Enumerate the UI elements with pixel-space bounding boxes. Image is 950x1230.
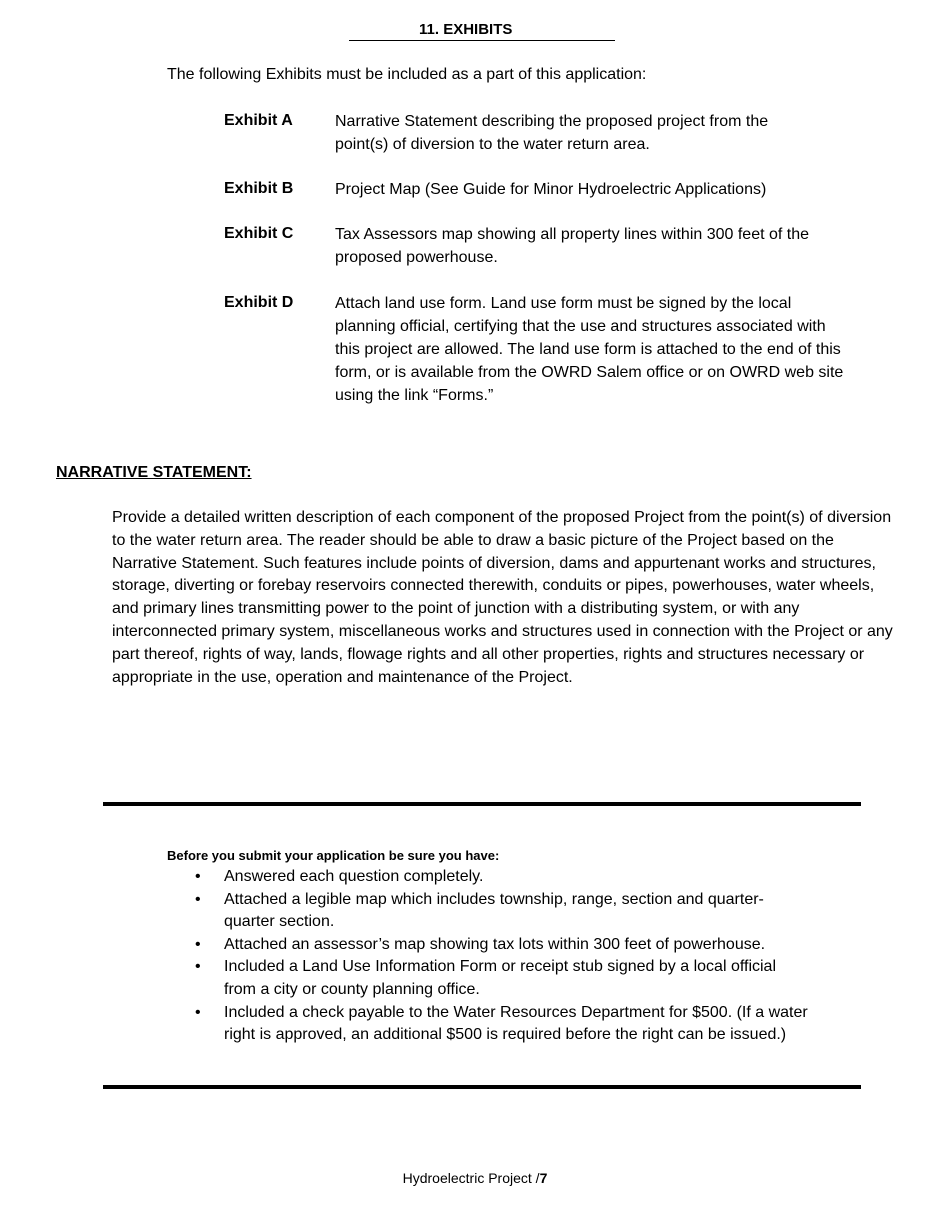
checklist-item-text: Attached an assessor’s map showing tax lots within 300 feet of powerhouse. xyxy=(224,935,766,953)
page-footer xyxy=(0,1168,950,1188)
checklist xyxy=(195,866,875,1047)
checklist-item xyxy=(195,866,875,889)
bullet-icon: • xyxy=(195,958,201,976)
exhibit-b-description: Project Map (See Guide for Minor Hydroelectric Applications) xyxy=(335,181,767,198)
bottom-divider xyxy=(103,1085,861,1089)
exhibit-c-label: Exhibit C xyxy=(224,225,294,242)
footer-label: Hydroelectric Project / xyxy=(402,1170,540,1186)
checklist-item xyxy=(195,956,875,1001)
section-heading-text: 11. EXHIBITS xyxy=(419,21,513,38)
exhibit-d-description: Attach land use form. Land use form must be signed by the local planning official, certifying that the use and structures associated with this project are allowed. The land use form is attached to the end of this form, or is available from the OWRD Salem office or on OWRD web site using the link “Forms.” xyxy=(335,295,844,404)
page-number: 7 xyxy=(539,1170,548,1186)
checklist-title: Before you submit your application be sure you have: xyxy=(167,848,500,863)
top-divider xyxy=(103,802,861,806)
checklist-item xyxy=(195,889,875,934)
bullet-icon: • xyxy=(195,935,201,953)
narrative-body: Provide a detailed written description of each component of the proposed Project from the point(s) of diversion to the water return area. The reader should be able to draw a basic picture of the Project based on the Narrative Statement. Such features include points of diversion, dams and appurtenant works and structures, storage, diverting or forebay reservoirs connected therewith, conduits or pipes, powerhouses, water wheels, and primary lines transmitting power to the point of junction with a distributing system, or with any interconnected primary system, miscellaneous works and structures used in connection with the Project or any part thereof, rights of way, lands, flowage rights and all other properties, rights and structures necessary or appropriate in the use, operation and maintenance of the Project. xyxy=(112,509,893,686)
exhibit-a-label: Exhibit A xyxy=(224,112,293,129)
checklist-item-text: Included a Land Use Information Form or receipt stub signed by a local official from a city or county planning office. xyxy=(224,958,776,998)
exhibit-d-label: Exhibit D xyxy=(224,294,294,311)
checklist-item-text: Included a check payable to the Water Resources Department for $500. (If a water right is approved, an additional $500 is required before the right can be issued.) xyxy=(224,1003,808,1044)
exhibits-intro: The following Exhibits must be included as a part of this application: xyxy=(167,66,647,83)
checklist-item xyxy=(195,1002,875,1047)
bullet-icon: • xyxy=(195,1003,201,1021)
checklist-item-text: Attached a legible map which includes township, range, section and quarter-quarter section. xyxy=(224,890,764,931)
narrative-heading: NARRATIVE STATEMENT: xyxy=(56,464,252,481)
checklist-item-text: Answered each question completely. xyxy=(224,868,484,885)
exhibit-c-description: Tax Assessors map showing all property lines within 300 feet of the proposed powerhouse. xyxy=(335,226,810,266)
bullet-icon: • xyxy=(195,890,201,908)
section-heading xyxy=(349,20,615,41)
exhibit-a-description: Narrative Statement describing the proposed project from the point(s) of diversion to the water return area. xyxy=(335,113,769,153)
bullet-icon: • xyxy=(195,868,201,885)
exhibit-b-label: Exhibit B xyxy=(224,180,294,197)
checklist-item xyxy=(195,934,875,957)
